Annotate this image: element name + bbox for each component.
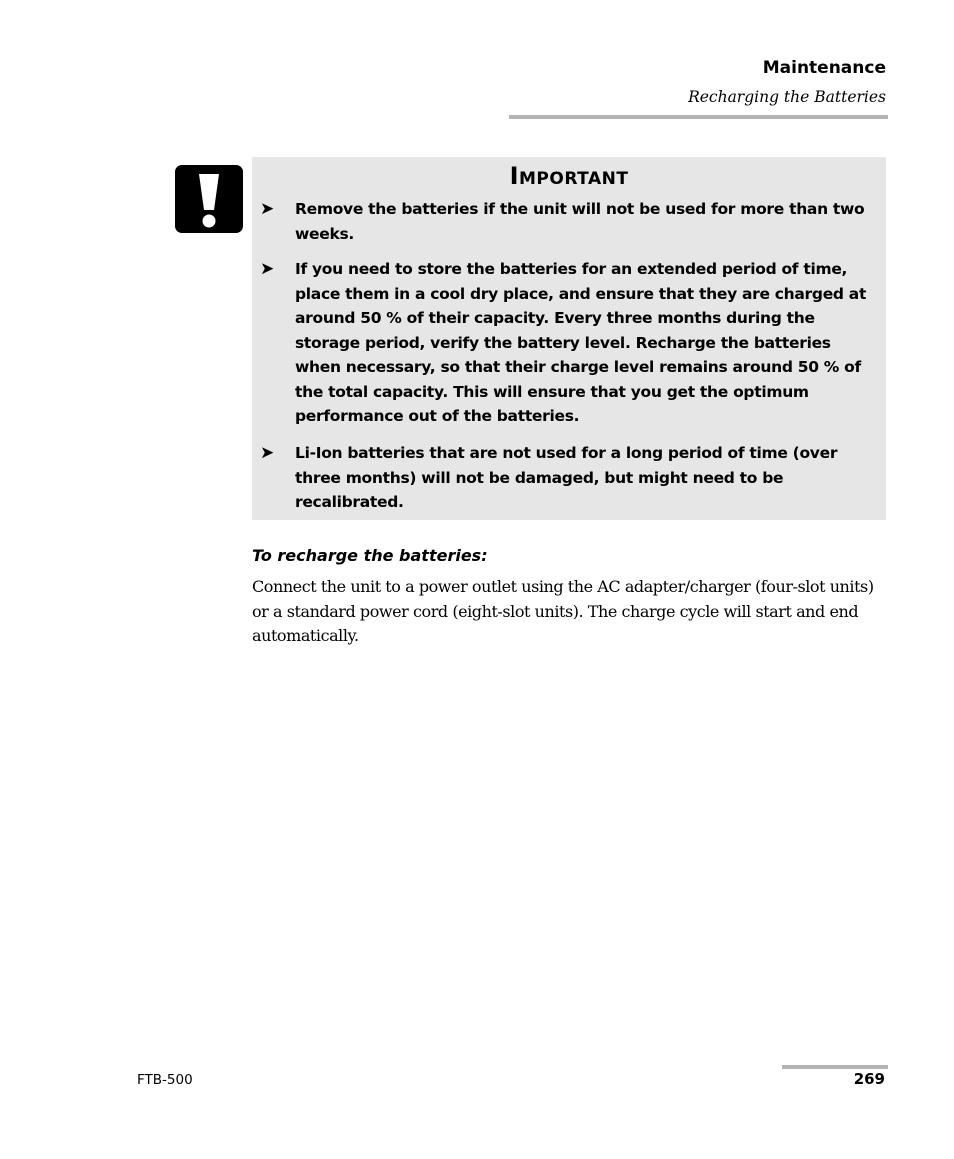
- important-item-text: If you need to store the batteries for an extended period of time, place them in a cool dry place, and ensure that they are charged at around 50 % of their capacity. Every three months during the storage period, verify the battery level. Recharge the batteries when necessary, so that their charge level remains around 50 % of the total capacity. This will ensure that you get the optimum performance out of the batteries.: [295, 260, 867, 425]
- bullet-arrow-icon: ➤: [260, 259, 275, 279]
- bullet-arrow-icon: ➤: [260, 443, 275, 463]
- important-title: Important: [509, 162, 629, 190]
- exclamation-icon: [175, 165, 243, 233]
- important-item-text: Remove the batteries if the unit will not be used for more than two weeks.: [295, 200, 865, 243]
- procedure-heading: To recharge the batteries:: [252, 546, 488, 565]
- footer-product-name: FTB-500: [137, 1072, 193, 1088]
- header-rule: [509, 115, 888, 119]
- header-section-title: Maintenance: [762, 58, 886, 78]
- page-number: 269: [853, 1070, 885, 1088]
- important-item-text: Li-Ion batteries that are not used for a long period of time (over three months) will not be damaged, but might need to be recalibrated.: [295, 444, 838, 511]
- bullet-arrow-icon: ➤: [260, 199, 275, 219]
- header-subsection-title: Recharging the Batteries: [688, 88, 886, 106]
- important-notice-box: [252, 157, 886, 520]
- procedure-body: Connect the unit to a power outlet using the AC adapter/charger (four-slot units) or a standard power cord (eight-slot units). The charge cycle will start and end automatically.: [252, 577, 874, 645]
